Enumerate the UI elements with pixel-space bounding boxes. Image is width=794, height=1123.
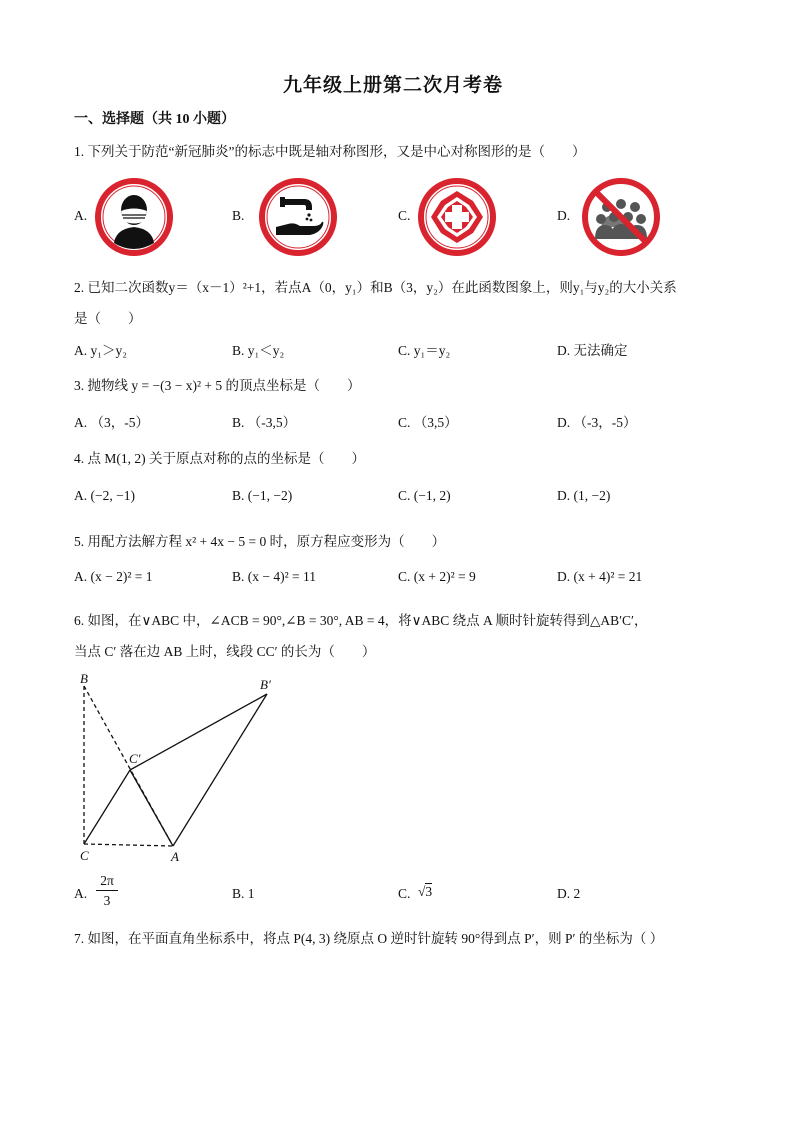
q1-stem: 1. 下列关于防范“新冠肺炎”的标志中既是轴对称图形，又是中心对称图形的是（ ） [74,144,586,159]
sqrt-radicand: 3 [425,884,433,899]
q6-stem-line2: 当点 C′ 落在边 AB 上时，线段 CC′ 的长为（ ） [74,644,376,659]
q1-option-c-label: C. [398,208,411,223]
q4-stem: 4. 点 M(1, 2) 关于原点对称的点的坐标是（ ） [74,451,365,466]
q4-option-c: C. (−1, 2) [398,488,451,503]
label-b-prime: B′ [260,677,271,692]
q6-option-c-label: C. [398,886,411,901]
segment-c-prime-a [130,770,173,846]
q4-option-d: D. (1, −2) [557,488,611,503]
page-title: 九年级上册第二次月考卷 [283,75,504,96]
q2-option-d: D. 无法确定 [557,343,628,358]
label-c: C [80,848,89,863]
q6-option-d: D. 2 [557,886,581,901]
segment-ca [84,844,173,846]
q1-option-a-label: A. [74,208,88,223]
q4-option-b: B. (−1, −2) [232,488,293,503]
q6-triangle-figure [70,668,290,868]
no-crowd-icon [581,177,661,257]
segment-cc-prime [84,770,130,844]
q1-option-d-label: D. [557,208,571,223]
q5-stem: 5. 用配方法解方程 x² + 4x − 5 = 0 时，原方程应变形为（ ） [74,534,446,549]
mask-person-icon [94,177,174,257]
label-c-prime: C′ [129,751,141,766]
q3-option-b: B. （-3,5） [232,415,297,430]
q3-stem: 3. 抛物线 y = −(3 − x)² + 5 的顶点坐标是（ ） [74,378,361,393]
hand-wash-icon [258,177,338,257]
q5-option-c: C. (x + 2)² = 9 [398,569,476,584]
segment-c-prime-b-prime [130,694,267,770]
q1-option-b-label: B. [232,208,245,223]
q6-option-b: B. 1 [232,886,255,901]
segment-b-prime-a [173,694,267,846]
q6-option-a-label: A. [74,886,88,901]
fraction-numerator: 2π [96,873,118,891]
q3-option-c: C. （3,5） [398,415,458,430]
red-cross-icon [417,177,497,257]
q2-stem-line1: 2. 已知二次函数y＝（x－1）²+1，若点A（0，y₁）和B（3，y₂）在此函数图象上，则y₁与y₂的大小关系 [74,280,677,295]
fraction-denominator: 3 [103,893,111,908]
q3-option-d: D. （-3，-5） [557,415,637,430]
q5-option-a: A. (x − 2)² = 1 [74,569,153,584]
q6-option-a-fraction [96,873,118,909]
label-b: B [80,671,88,686]
sqrt-symbol: √ [418,884,426,899]
q2-option-a: A. y₁＞y₂ [74,343,127,358]
q2-option-b: B. y₁＜y₂ [232,343,285,358]
q5-option-b: B. (x − 4)² = 11 [232,569,317,584]
q6-stem-line1: 6. 如图，在∨ABC 中，∠ACB = 90°,∠B = 30°, AB = 4，将∨ABC 绕点 A 顺时针旋转得到△AB′C′， [74,613,648,628]
q5-option-d: D. (x + 4)² = 21 [557,569,643,584]
q3-option-a: A. （3，-5） [74,415,149,430]
q4-option-a: A. (−2, −1) [74,488,135,503]
q2-option-c: C. y₁＝y₂ [398,343,451,358]
section-heading: 一、选择题（共 10 小题） [74,112,235,127]
q6-option-c-radical [418,884,432,900]
q2-stem-line2: 是（ ） [74,311,142,326]
q7-stem: 7. 如图，在平面直角坐标系中，将点 P(4, 3) 绕原点 O 逆时针旋转 90°得到点 P′，则 P′ 的坐标为（ ） [74,931,664,946]
label-a: A [171,849,179,864]
